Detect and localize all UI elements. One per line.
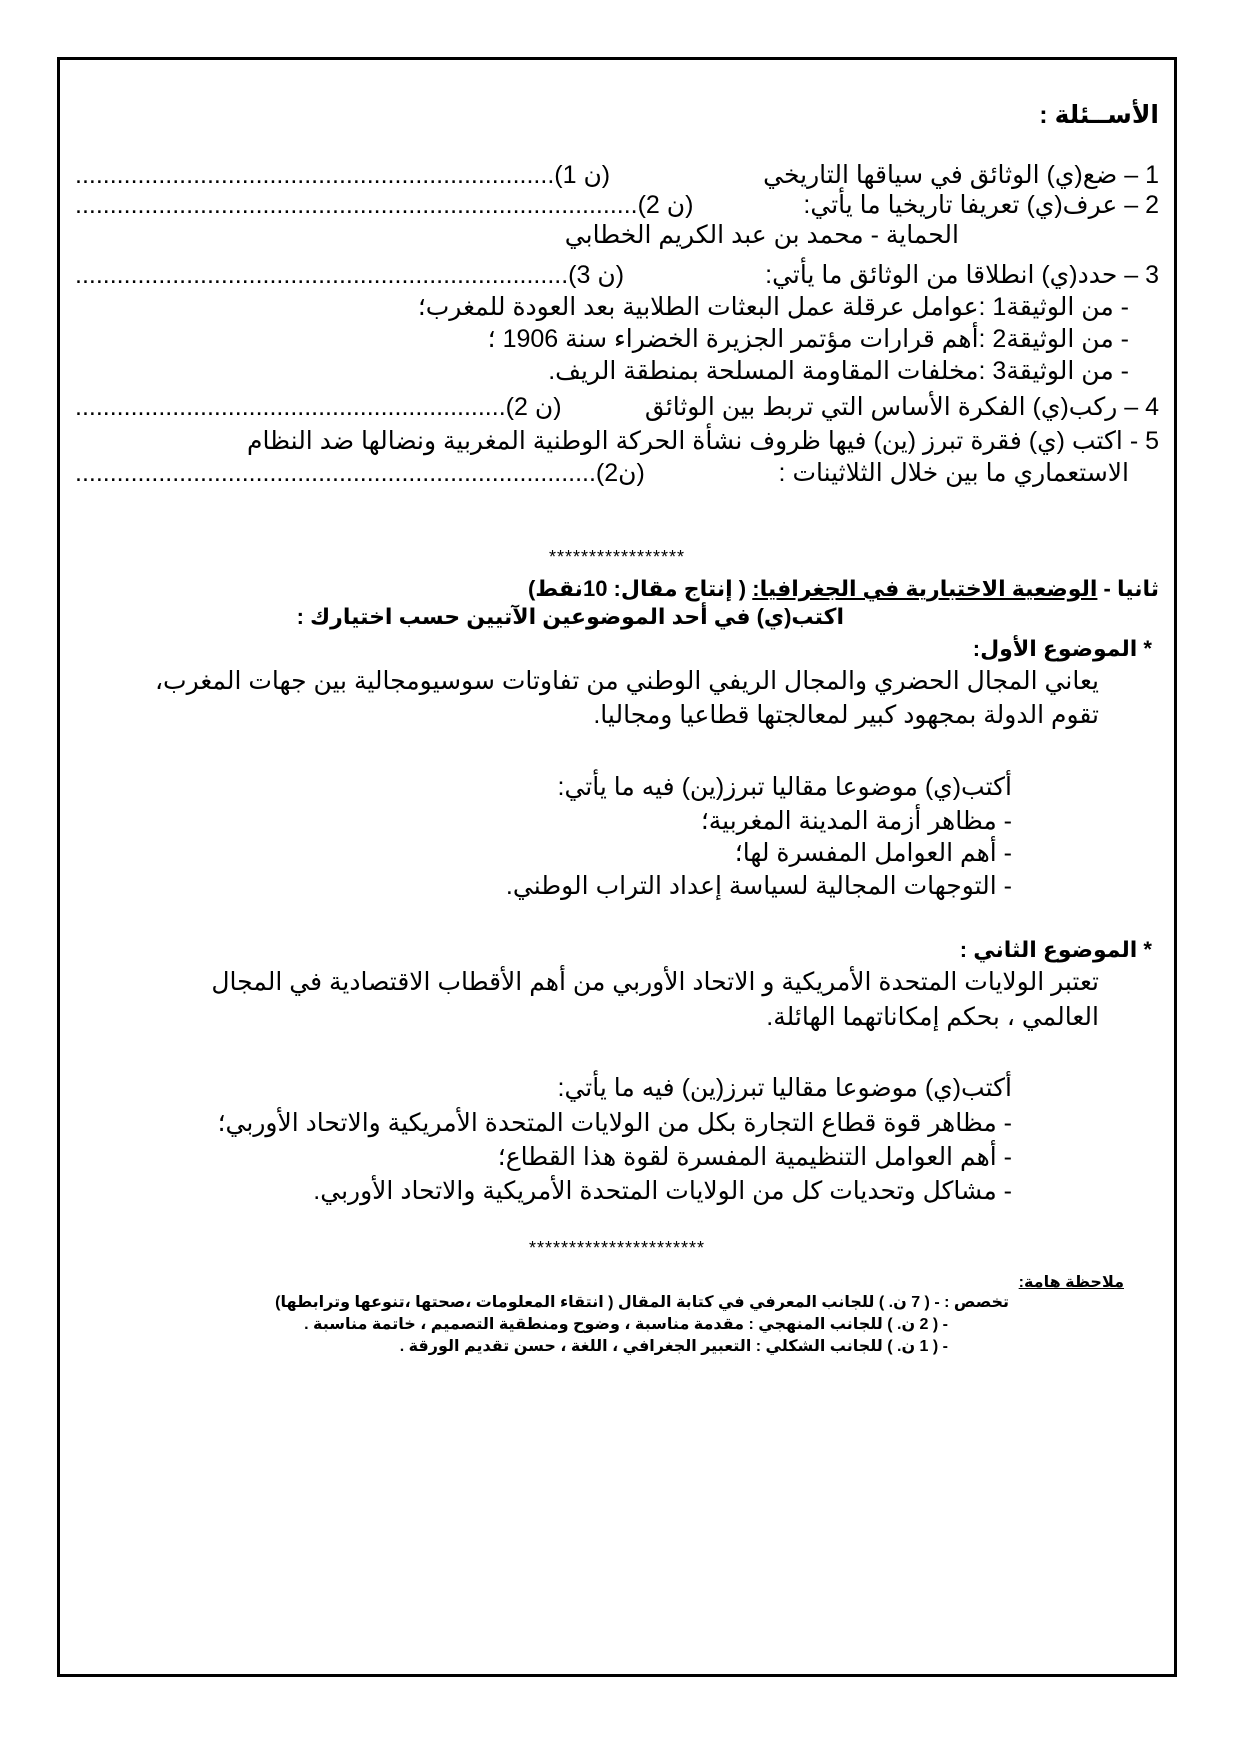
topic-1-line-1: يعاني المجال الحضري والمجال الريفي الوطني من تفاوتات سوسيومجالية بين جهات المغرب، [154,667,1099,695]
topic-1-line-2: تقوم الدولة بمجهود كبير لمعالجتها قطاعيا ومجاليا. [593,701,1099,729]
question-2-points: .................................................................................(2 ن) [75,191,694,219]
question-1-text: 1 – ضع(ي) الوثائق في سياقها التاريخي [763,161,1159,189]
topic-2-line-1: تعتبر الولايات المتحدة الأمريكية و الاتحاد الأوربي من أهم الأقطاب الاقتصادية في المجال [211,968,1099,996]
question-3 [75,260,1159,290]
note-line-3: - ( 1 ن. ) للجانب الشكلي : التعبير الجغرافي ، اللغة ، حسن تقديم الورقة . [399,1338,948,1355]
question-5-line-1: 5 - اكتب (ي) فقرة تبرز (ين) فيها ظروف نشأة الحركة الوطنية المغربية ونضالها ضد النظام [247,427,1159,455]
topic-2-item-2: - أهم العوامل التنظيمية المفسرة لقوة هذا القطاع؛ [497,1143,1012,1171]
question-5-text: الاستعماري ما بين خلال الثلاثينات : [778,459,1129,487]
topic-2-prompt: أكتب(ي) موضوعا مقاليا تبرز(ين) فيه ما يأتي: [557,1074,1012,1102]
note-line-2: - ( 2 ن. ) للجانب المنهجي : مقدمة مناسبة ، وضوح ومنطقية التصميم ، خاتمة مناسبة . [304,1316,948,1333]
question-1 [75,160,1159,190]
topic-2-heading: * الموضوع الثاني : [959,937,1152,962]
topic-1-item-1: - مظاهر أزمة المدينة المغربية؛ [700,807,1012,835]
geography-title-underlined: الوضعية الاختبارية في الجغرافيا: [752,576,1098,601]
question-5-line-2 [75,458,1129,488]
question-2-terms: الحماية - محمد بن عبد الكريم الخطابي [564,221,959,249]
topic-2-line-2: العالمي ، بحكم إمكاناتهما الهائلة. [766,1003,1099,1031]
question-5-points: ...........................................................................(2ن) [75,459,645,487]
geography-instruction: اكتب(ي) في أحد الموضوعين الآتيين حسب اختيارك : [296,604,844,629]
separator-1: ***************** [548,547,686,567]
question-2-text: 2 – عرف(ي) تعريفا تاريخيا ما يأتي: [803,191,1159,219]
question-3-item-2: - من الوثيقة2 :أهم قرارات مؤتمر الجزيرة الخضراء سنة 1906 ؛ [487,325,1129,353]
geography-title-suffix: ( إنتاج مقال: 10نقط) [527,576,747,601]
topic-1-item-3: - التوجهات المجالية لسياسة إعداد التراب الوطني. [505,872,1012,900]
note-heading: ملاحظة هامة: [1018,1274,1124,1291]
question-4 [75,392,1159,422]
question-3-item-3: - من الوثيقة3 :مخلفات المقاومة المسلحة بمنطقة الريف. [548,357,1129,385]
separator-2: ********************** [528,1238,706,1258]
topic-1-item-2: - أهم العوامل المفسرة لها؛ [734,839,1012,867]
question-3-points: .......................................................................(3 ن) [75,261,625,289]
questions-heading: الأســئلة : [1039,101,1159,129]
question-4-points: ..............................................................(2 ن) [75,393,562,421]
topic-2-item-1: - مظاهر قوة قطاع التجارة بكل من الولايات المتحدة الأمريكية والاتحاد الأوربي؛ [217,1109,1012,1137]
question-3-text: 3 – حدد(ي) انطلاقا من الوثائق ما يأتي: [765,261,1159,289]
geography-title-prefix: ثانيا - [1103,576,1159,601]
topic-2-item-3: - مشاكل وتحديات كل من الولايات المتحدة الأمريكية والاتحاد الأوربي. [313,1177,1012,1205]
topic-1-prompt: أكتب(ي) موضوعا مقاليا تبرز(ين) فيه ما يأتي: [557,773,1012,801]
question-3-item-1: - من الوثيقة1 :عوامل عرقلة عمل البعثات الطلابية بعد العودة للمغرب؛ [417,293,1129,321]
note-line-1: تخصص : - ( 7 ن. ) للجانب المعرفي في كتابة المقال ( انتقاء المعلومات ،صحتها ،تنوعها وترابطها) [275,1294,1009,1311]
question-2 [75,190,1159,220]
page-frame [57,57,1177,1677]
question-4-text: 4 – ركب(ي) الفكرة الأساس التي تربط بين الوثائق [644,393,1159,421]
question-1-points: .....................................................................(1 ن) [75,161,611,189]
topic-1-heading: * الموضوع الأول: [972,636,1152,661]
geography-title [130,576,1159,602]
